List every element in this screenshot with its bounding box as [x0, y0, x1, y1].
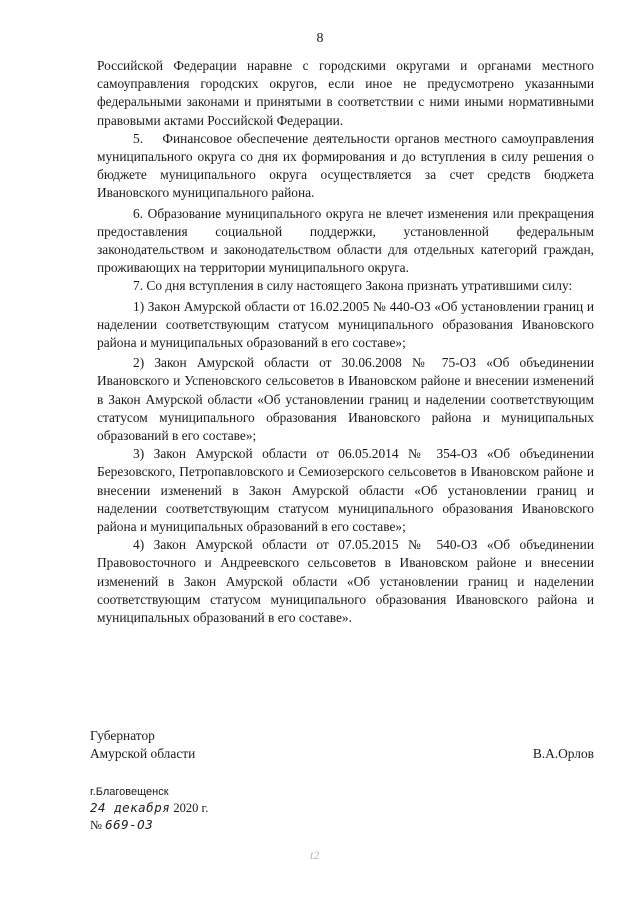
- subitem-1: 1) Закон Амурской области от 16.02.2005 № 440-ОЗ «Об установлении границ и наделении соответствующим статусом муниципального образования Ивановского района и муниципальных образований в его составе»;: [97, 298, 594, 351]
- handwritten-date: 24 декабря: [90, 800, 171, 815]
- paragraph-item-6: 6. Образование муниципального округа не влечет изменения или прекращения предоставления социальной поддержки, установленной федеральным законодательством и законодательством области для отдельных категорий граждан, проживающих на территории муниципального округа.: [97, 205, 594, 276]
- paragraph-continuation: Российской Федерации наравне с городскими округами и органами местного самоуправления городских округов, если иное не предусмотрено указанными федеральными законами и принятыми в соответствии с ними иными нормативными правовыми актами Российской Федерации.: [97, 58, 594, 128]
- page-number: 8: [316, 31, 324, 46]
- subitem-2: 2) Закон Амурской области от 30.06.2008 № 75-ОЗ «Об объединении Ивановского и Успеновского сельсоветов в Ивановском районе и внесении изменений в Закон Амурской области «Об установлении границ и наделении соответствующим статусом муниципального образования Ивановского района и муниципальных образований в его составе»;: [97, 355, 594, 444]
- subitem-3: 3) Закон Амурской области от 06.05.2014 № 354-ОЗ «Об объединении Березовского, Петропавловского и Семиозерского сельсоветов в Ивановском районе и внесении изменений в Закон Амурской области «Об установлении границ и наделении соответствующим статусом муниципального образования Ивановского района и муниципальных образований в его составе»;: [97, 446, 594, 535]
- number-sign: №: [90, 818, 102, 832]
- faint-mark: t2: [310, 848, 320, 862]
- document-body: [97, 57, 594, 627]
- signatory-title: Губернатор: [90, 728, 155, 743]
- printed-year: 2020 г.: [173, 801, 209, 815]
- paragraph-item-7: 7. Со дня вступления в силу настоящего Закона признать утратившими силу:: [133, 278, 573, 294]
- law-number: [90, 817, 153, 833]
- place-of-signing: г.Благовещенск: [90, 786, 169, 798]
- subitem-4: 4) Закон Амурской области от 07.05.2015 № 540-ОЗ «Об объединении Правовосточного и Андреевского сельсоветов в Ивановском районе и внесении изменений в Закон Амурской области «Об установлении границ и наделении соответствующим статусом муниципального образования Ивановского района и муниципальных образований в его составе».: [97, 537, 594, 626]
- handwritten-law-number: 669-ОЗ: [105, 817, 154, 832]
- signature-block: [90, 727, 594, 763]
- signing-date: [90, 800, 208, 816]
- signatory-name: В.А.Орлов: [532, 746, 594, 761]
- paragraph-item-5: 5. Финансовое обеспечение деятельности органов местного самоуправления муниципального округа со дня их формирования и до вступления в силу решения о бюджете муниципального округа осуществляется за счет средств бюджета Ивановского муниципального района.: [97, 130, 594, 201]
- signatory-region: Амурской области: [90, 746, 196, 761]
